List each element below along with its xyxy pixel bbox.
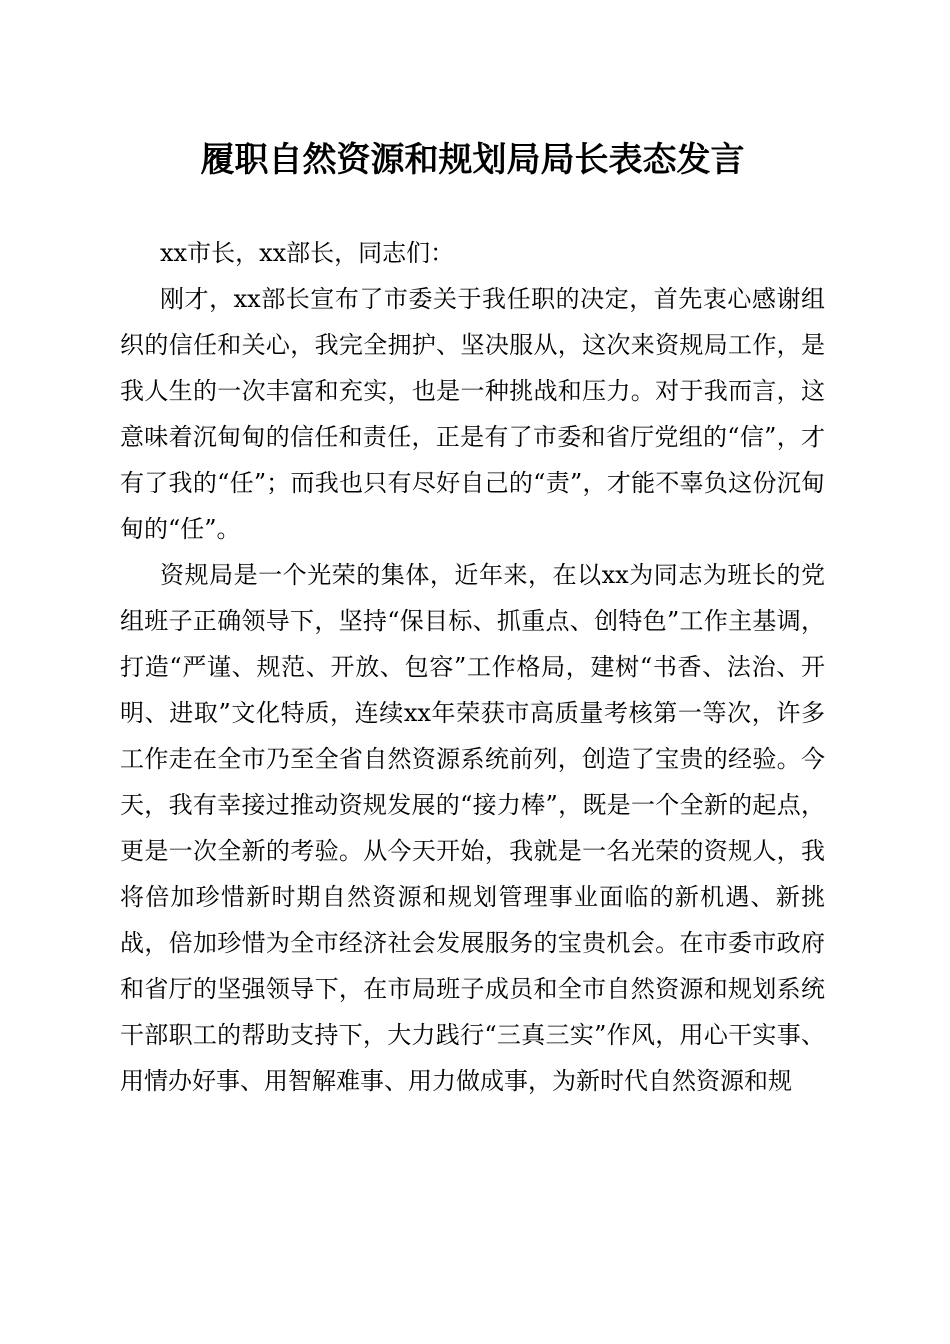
salutation: xx市长，xx部长，同志们： bbox=[160, 239, 455, 267]
document-title: 履职自然资源和规划局局长表态发言 bbox=[200, 140, 745, 180]
paragraph-1: 刚才，xx部长宣布了市委关于我任职的决定，首先衷心感谢组织的信任和关心，我完全拥护、坚决服从，这次来资规局工作，是我人生的一次丰富和充实，也是一种挑战和压力。对于我而言，这意味着沉甸甸的信任和责任，正是有了市委和省厅党组的“信”，才有了我的“任”；而我也只有尽好自己的“责”，才能不辜负这份沉甸甸的“任”。 bbox=[120, 285, 825, 543]
paragraph-2: 资规局是一个光荣的集体，近年来，在以xx为同志为班长的党组班子正确领导下，坚持“保目标、抓重点、创特色”工作主基调，打造“严谨、规范、开放、包容”工作格局，建树“书香、法治、开明、进取”文化特质，连续xx年荣获市高质量考核第一等次，许多工作走在全市乃至全省自然资源系统前列，创造了宝贵的经验。今天，我有幸接过推动资规发展的“接力棒”，既是一个全新的起点，更是一次全新的考验。从今天开始，我就是一名光荣的资规人，我将倍加珍惜新时期自然资源和规划管理事业面临的新机遇、新挑战，倍加珍惜为全市经济社会发展服务的宝贵机会。在市委市政府和省厅的坚强领导下，在市局班子成员和全市自然资源和规划系统干部职工的帮助支持下，大力践行“三真三实”作风，用心干实事、用情办好事、用智解难事、用力做成事，为新时代自然资源和规 bbox=[120, 561, 825, 1095]
document-body bbox=[120, 230, 825, 1104]
